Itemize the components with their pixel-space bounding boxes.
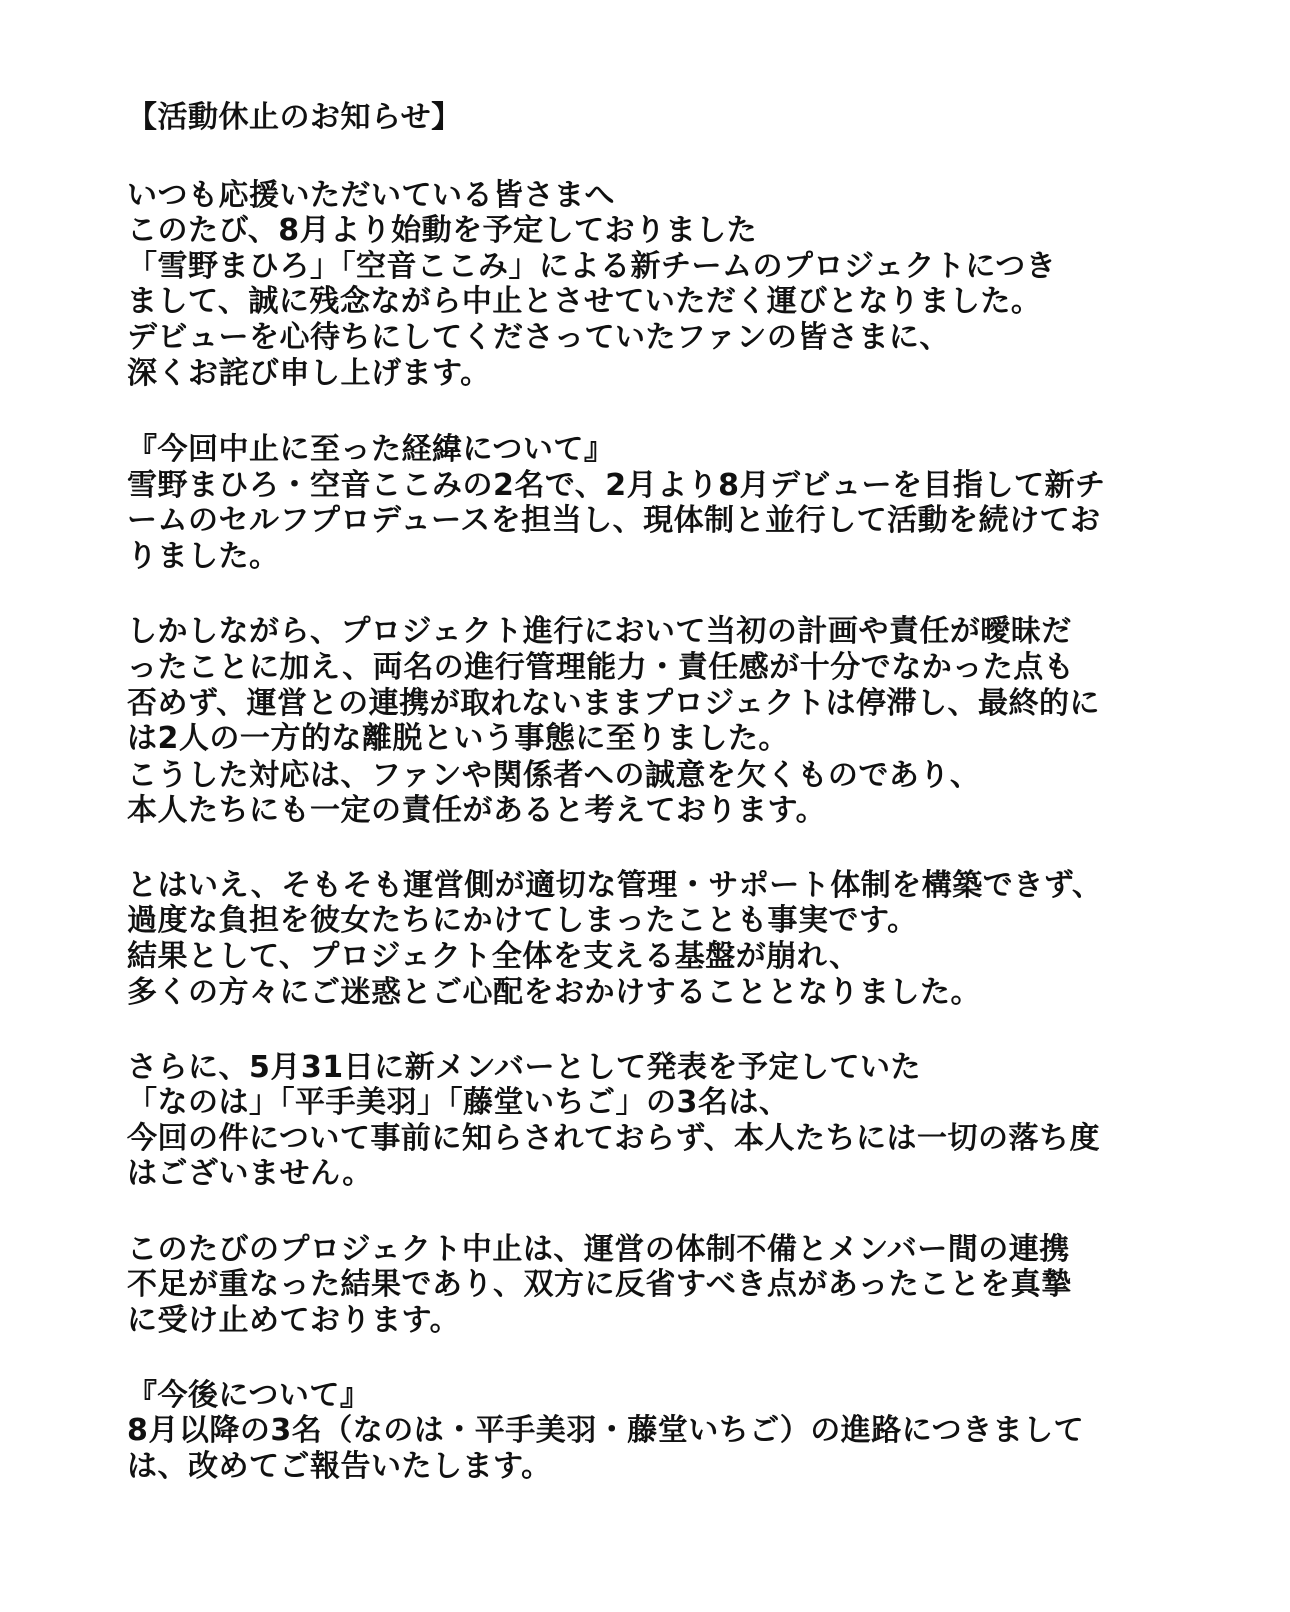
text-line: こうした対応は、ファンや関係者への誠意を欠くものであり、 (127, 758, 981, 793)
text-line: に受け止めております。 (127, 1303, 461, 1338)
text-line: しかしながら、プロジェクト進行において当初の計画や責任が曖昧だ (127, 614, 1072, 649)
text-line: 本人たちにも一定の責任があると考えております。 (127, 793, 827, 828)
text-line: 8月以降の3名（なのは・平手美羽・藤堂いちご）の進路につきまして (127, 1413, 1085, 1448)
text-line: ったことに加え、両名の進行管理能力・責任感が十分でなかった点も (127, 650, 1075, 685)
text-line: 「雪野まひろ」「空音ここみ」による新チームのプロジェクトにつき (127, 249, 1057, 284)
text-line: デビューを心待ちにしてくださっていたファンの皆さまに、 (127, 320, 950, 355)
section-heading: 『今後について』 (127, 1378, 371, 1413)
text-line: 雪野まひろ・空音ここみの2名で、2月より8月デビューを目指して新チ (127, 468, 1106, 503)
text-line: は2人の一方的な離脱という事態に至りました。 (127, 721, 789, 756)
text-line: はございません。 (127, 1156, 373, 1191)
text-line: 否めず、運営との連携が取れないままプロジェクトは停滞し、最終的に (127, 686, 1100, 721)
text-line: いつも応援いただいている皆さまへ (127, 178, 615, 213)
text-line: 結果として、プロジェクト全体を支える基盤が崩れ、 (127, 939, 860, 974)
text-line: 今回の件について事前に知らされておらず、本人たちには一切の落ち度 (127, 1121, 1100, 1156)
text-line: りました。 (127, 539, 280, 574)
text-line: 不足が重なった結果であり、双方に反省すべき点があったことを真摯 (127, 1267, 1072, 1302)
text-line: とはいえ、そもそも運営側が適切な管理・サポート体制を構築できず、 (127, 868, 1103, 903)
text-line: 深くお詫び申し上げます。 (127, 356, 491, 391)
text-line: まして、誠に残念ながら中止とさせていただく運びとなりました。 (127, 284, 1042, 319)
text-line: さらに、5月31日に新メンバーとして発表を予定していた (127, 1050, 922, 1085)
notice-title: 【活動休止のお知らせ】 (127, 100, 462, 135)
text-line: 「なのは」「平手美羽」「藤堂いちご」の3名は、 (127, 1085, 790, 1120)
text-line: ームのセルフプロデュースを担当し、現体制と並行して活動を続けてお (127, 503, 1101, 538)
text-line: このたびのプロジェクト中止は、運営の体制不備とメンバー間の連携 (127, 1232, 1070, 1267)
section-heading: 『今回中止に至った経緯について』 (127, 432, 615, 467)
text-line: 多くの方々にご迷惑とご心配をおかけすることとなりました。 (127, 975, 981, 1010)
text-line: 過度な負担を彼女たちにかけてしまったことも事実です。 (127, 903, 918, 938)
text-line: は、改めてご報告いたします。 (127, 1449, 552, 1484)
text-line: このたび、8月より始動を予定しておりました (127, 213, 758, 248)
